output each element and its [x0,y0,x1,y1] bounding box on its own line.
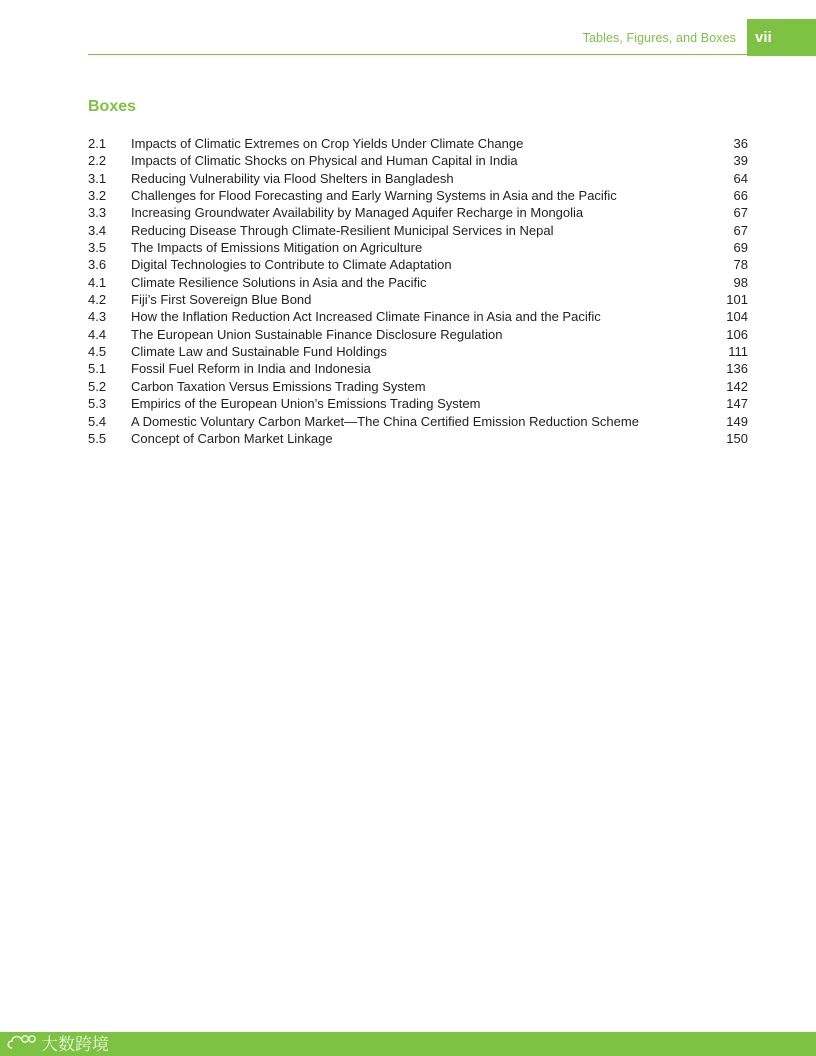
box-title: Reducing Disease Through Climate-Resilient Municipal Services in Nepal [131,222,554,238]
box-number: 3.5 [88,240,107,256]
box-number: 3.4 [88,222,107,238]
box-page-number: 67 [733,222,748,238]
box-title: Impacts of Climatic Extremes on Crop Yields Under Climate Change [131,136,524,151]
box-entry[interactable] [88,187,748,204]
box-entry[interactable] [88,256,748,273]
box-entry[interactable] [88,239,748,256]
header-divider [88,54,748,55]
box-page-number: 36 [733,136,748,151]
box-number: 5.2 [88,378,107,394]
box-entry[interactable] [88,222,748,239]
box-page-number: 147 [726,396,748,412]
box-page-number: 101 [726,292,748,308]
running-head: Tables, Figures, and Boxes [582,31,736,45]
box-number: 5.3 [88,396,107,412]
box-number: 3.2 [88,188,107,204]
section-title: Boxes [88,98,137,115]
box-title: Fiji’s First Sovereign Blue Bond [131,292,312,308]
box-title: Impacts of Climatic Shocks on Physical and Human Capital in India [131,153,518,169]
box-page-number: 67 [733,205,748,221]
box-number: 5.4 [88,413,107,429]
box-entry[interactable] [88,378,748,395]
box-page-number: 142 [726,378,748,394]
box-entry[interactable] [88,291,748,308]
watermark [6,1030,109,1054]
box-page-number: 78 [733,257,748,273]
box-number: 5.1 [88,361,107,377]
box-title: The Impacts of Emissions Mitigation on Agriculture [131,240,423,256]
box-title: Climate Resilience Solutions in Asia and the Pacific [131,274,427,290]
box-entry[interactable] [88,395,748,412]
box-page-number: 64 [733,170,748,186]
box-number: 3.1 [88,170,107,186]
box-number: 5.5 [88,430,107,446]
box-page-number: 150 [726,430,748,446]
box-number: 3.3 [88,205,107,221]
box-entry[interactable] [88,413,748,430]
box-number: 2.1 [88,136,107,151]
box-title: Digital Technologies to Contribute to Climate Adaptation [131,257,452,273]
box-page-number: 69 [733,240,748,256]
box-page-number: 106 [726,326,748,342]
box-entry[interactable] [88,274,748,291]
box-title: Increasing Groundwater Availability by Managed Aquifer Recharge in Mongolia [131,205,584,221]
box-number: 4.3 [88,309,107,325]
box-entry[interactable] [88,204,748,221]
box-title: A Domestic Voluntary Carbon Market—The China Certified Emission Reduction Scheme [131,413,639,429]
page-number: vii [755,29,772,46]
box-number: 4.2 [88,292,107,308]
box-page-number: 111 [728,344,748,360]
box-title: Empirics of the European Union’s Emissions Trading System [131,396,481,412]
box-page-number: 104 [726,309,748,325]
box-number: 4.4 [88,326,107,342]
box-title: Concept of Carbon Market Linkage [131,430,333,446]
box-title: The European Union Sustainable Finance Disclosure Regulation [131,326,503,342]
cloud-logo-icon [6,1032,38,1052]
box-entry[interactable] [88,343,748,360]
box-page-number: 98 [733,274,748,290]
footer-bar [0,1032,816,1056]
watermark-text: 大数跨境 [41,1034,109,1055]
page-number-tab [747,19,816,56]
box-page-number: 66 [733,188,748,204]
box-title: Reducing Vulnerability via Flood Shelters in Bangladesh [131,170,454,186]
box-number: 4.1 [88,274,107,290]
box-entry[interactable] [88,430,748,447]
box-entry[interactable] [88,170,748,187]
box-number: 4.5 [88,344,107,360]
box-page-number: 39 [733,153,748,169]
box-title: Challenges for Flood Forecasting and Early Warning Systems in Asia and the Pacific [131,188,617,204]
box-entry[interactable] [88,152,748,169]
box-title: Climate Law and Sustainable Fund Holdings [131,344,387,360]
box-page-number: 149 [726,413,748,429]
boxes-list [88,135,748,447]
box-entry[interactable] [88,308,748,325]
box-title: How the Inflation Reduction Act Increased Climate Finance in Asia and the Pacific [131,309,601,325]
box-entry[interactable] [88,360,748,377]
box-page-number: 136 [726,361,748,377]
box-title: Fossil Fuel Reform in India and Indonesia [131,361,371,377]
box-entry[interactable] [88,135,748,152]
box-entry[interactable] [88,326,748,343]
box-number: 3.6 [88,257,107,273]
box-title: Carbon Taxation Versus Emissions Trading System [131,378,426,394]
box-number: 2.2 [88,153,107,169]
